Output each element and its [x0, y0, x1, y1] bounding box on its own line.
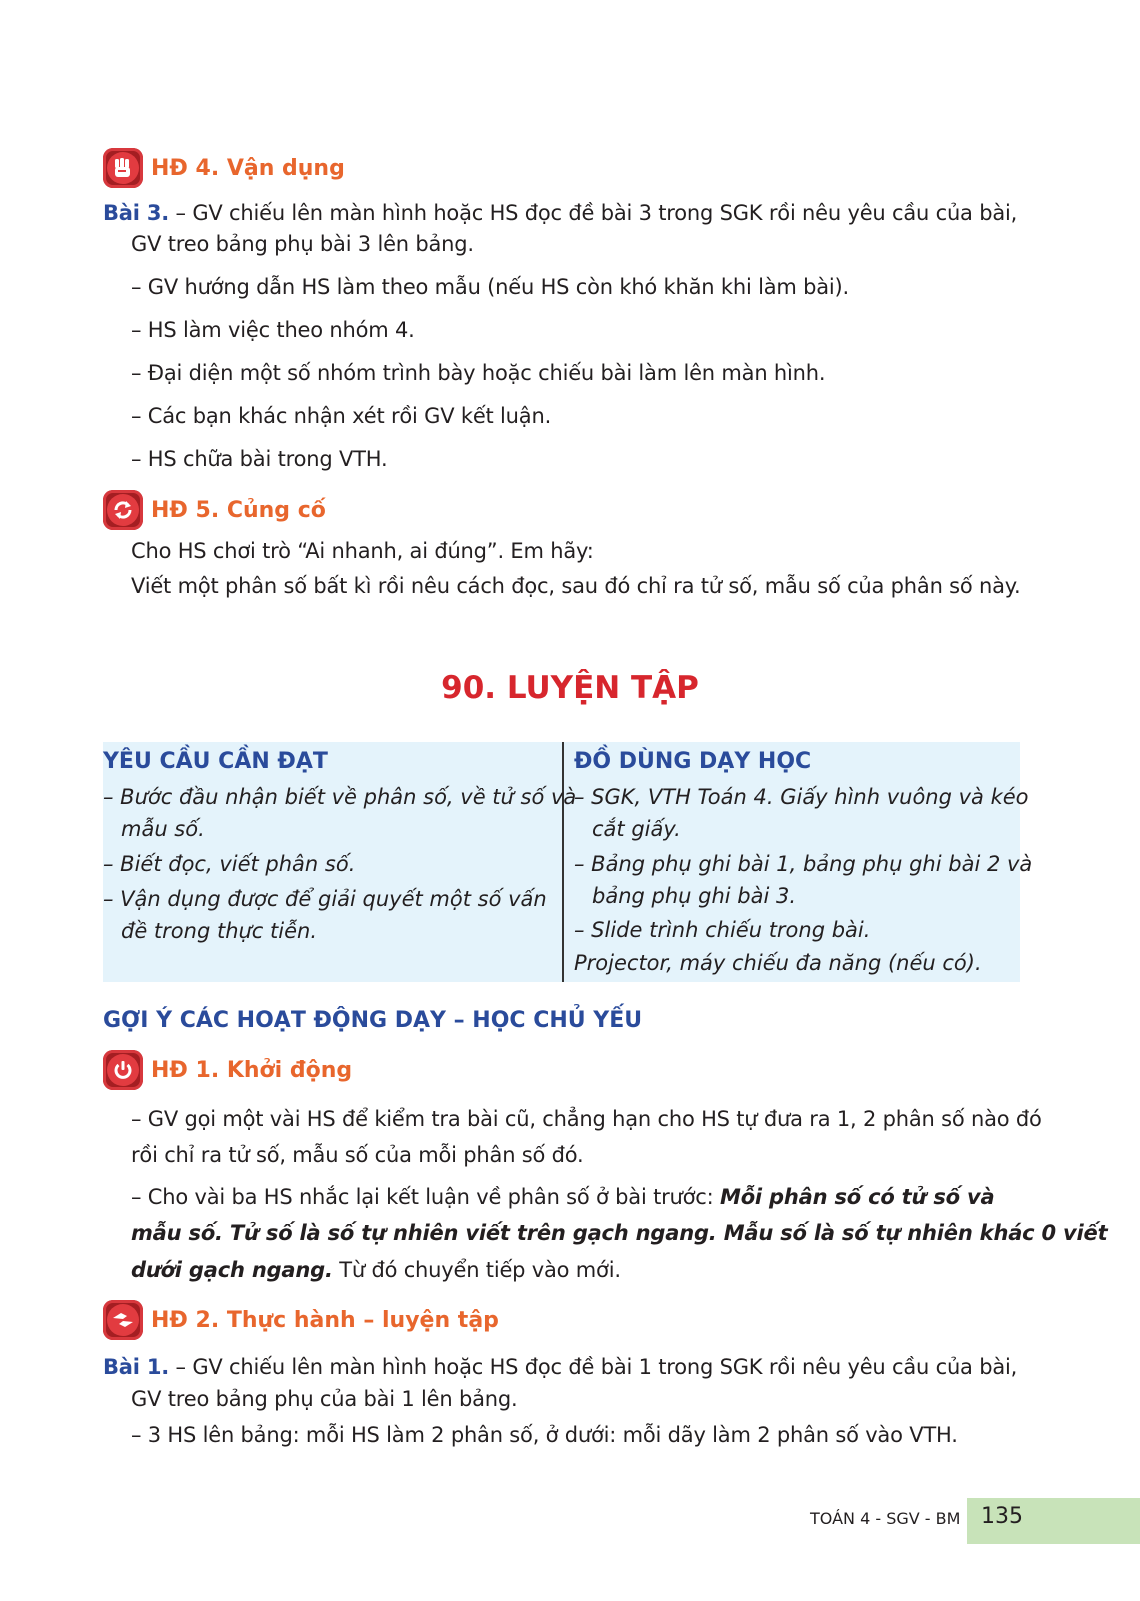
material-line-2: cắt giấy.	[592, 817, 681, 841]
requirement-line-3: – Biết đọc, viết phân số.	[103, 852, 356, 876]
bai1-line-1	[103, 1352, 1017, 1382]
hd4-step-2: – HS làm việc theo nhóm 4.	[131, 318, 415, 342]
refresh-icon	[103, 490, 143, 530]
hd1-title: HĐ 1. Khởi động	[151, 1057, 353, 1083]
hd5-title: HĐ 5. Củng cố	[151, 497, 326, 523]
hd1-heading	[103, 1050, 352, 1090]
bai3-label: Bài 3.	[103, 201, 170, 225]
page-number: 135	[981, 1504, 1023, 1529]
requirements-heading: YÊU CẦU CẦN ĐẠT	[103, 749, 328, 774]
materials-heading: ĐỒ DÙNG DẠY HỌC	[574, 749, 812, 774]
bai3-text-1: – GV chiếu lên màn hình hoặc HS đọc đề bài 3 trong SGK rồi nêu yêu cầu của bài,	[169, 201, 1018, 225]
hd4-title: HĐ 4. Vận dụng	[151, 155, 345, 181]
hd4-step-1: – GV hướng dẫn HS làm theo mẫu (nếu HS còn khó khăn khi làm bài).	[131, 275, 850, 299]
lesson-title: 90. LUYỆN TẬP	[441, 670, 699, 706]
requirements-divider	[562, 742, 564, 982]
material-line-1: – SGK, VTH Toán 4. Giấy hình vuông và kéo	[574, 785, 1029, 809]
hd5-line-2: Viết một phân số bất kì rồi nêu cách đọc, sau đó chỉ ra tử số, mẫu số của phân số này.	[131, 574, 1021, 598]
hd1-p2-line-3	[131, 1255, 621, 1285]
hd1-p2-bold-1: Mỗi phân số có tử số và	[720, 1185, 995, 1209]
power-icon	[103, 1050, 143, 1090]
hd4-step-3: – Đại diện một số nhóm trình bày hoặc chiếu bài làm lên màn hình.	[131, 361, 826, 385]
hd4-step-4: – Các bạn khác nhận xét rồi GV kết luận.	[131, 404, 552, 428]
hd1-p2-plain-3: Từ đó chuyển tiếp vào mới.	[332, 1258, 621, 1282]
hd2-heading	[103, 1300, 499, 1340]
material-line-5: – Slide trình chiếu trong bài.	[574, 918, 871, 942]
requirement-line-2: mẫu số.	[121, 817, 205, 841]
fist-icon	[103, 148, 143, 188]
requirement-line-1: – Bước đầu nhận biết về phân số, về tử số và	[103, 785, 577, 809]
bai1-label: Bài 1.	[103, 1355, 170, 1379]
material-line-6: Projector, máy chiếu đa năng (nếu có).	[574, 951, 982, 975]
hands-icon	[103, 1300, 143, 1340]
hd1-p2-plain: – Cho vài ba HS nhắc lại kết luận về phân số ở bài trước:	[131, 1185, 720, 1209]
hd1-p1-line-1: – GV gọi một vài HS để kiểm tra bài cũ, chẳng hạn cho HS tự đưa ra 1, 2 phân số nào đó	[131, 1107, 1042, 1131]
material-line-3: – Bảng phụ ghi bài 1, bảng phụ ghi bài 2 và	[574, 852, 1033, 876]
bai3-line-1	[103, 198, 1017, 228]
suggestions-title: GỢI Ý CÁC HOẠT ĐỘNG DẠY – HỌC CHỦ YẾU	[103, 1008, 643, 1033]
footer-book-title: TOÁN 4 - SGV - BM	[810, 1509, 961, 1528]
hd1-p2-line-1	[131, 1182, 994, 1212]
hd4-heading	[103, 148, 345, 188]
requirement-line-5: đề trong thực tiễn.	[121, 919, 318, 943]
requirement-line-4: – Vận dụng được để giải quyết một số vấn	[103, 887, 547, 911]
bai1-text-1: – GV chiếu lên màn hình hoặc HS đọc đề bài 1 trong SGK rồi nêu yêu cầu của bài,	[169, 1355, 1018, 1379]
hd5-line-1: Cho HS chơi trò “Ai nhanh, ai đúng”. Em hãy:	[131, 539, 594, 563]
hd1-p2-bold-3: dưới gạch ngang.	[131, 1258, 333, 1282]
hd1-p1-line-2: rồi chỉ ra tử số, mẫu số của mỗi phân số đó.	[131, 1143, 584, 1167]
hd4-step-5: – HS chữa bài trong VTH.	[131, 447, 388, 471]
hd5-heading	[103, 490, 326, 530]
hd2-title: HĐ 2. Thực hành – luyện tập	[151, 1307, 499, 1333]
bai1-line-2: GV treo bảng phụ của bài 1 lên bảng.	[131, 1387, 518, 1411]
bai1-line-3: – 3 HS lên bảng: mỗi HS làm 2 phân số, ở dưới: mỗi dãy làm 2 phân số vào VTH.	[131, 1423, 958, 1447]
material-line-4: bảng phụ ghi bài 3.	[592, 884, 797, 908]
bai3-line-2: GV treo bảng phụ bài 3 lên bảng.	[131, 232, 474, 256]
hd1-p2-line-2: mẫu số. Tử số là số tự nhiên viết trên gạch ngang. Mẫu số là số tự nhiên khác 0 viết	[131, 1221, 1108, 1245]
